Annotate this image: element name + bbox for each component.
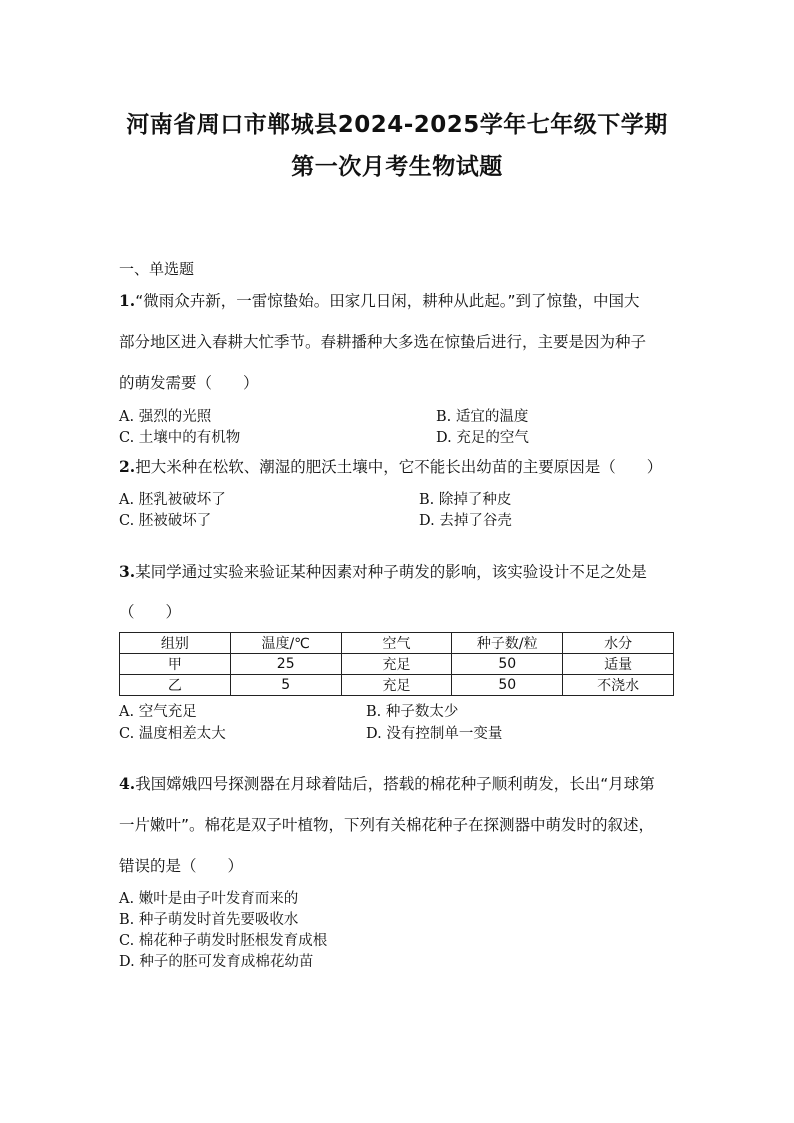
- option-key: A.: [119, 891, 135, 907]
- option-text: 胚被破坏了: [138, 513, 212, 529]
- question-2-option-c: [119, 509, 211, 530]
- question-2-option-d: [419, 509, 512, 530]
- question-4-line-2: 一片嫩叶”。棉花是双子叶植物，下列有关棉花种子在探测器中萌发时的叙述，: [119, 816, 655, 834]
- experiment-table: [119, 632, 674, 696]
- question-number: 3.: [119, 562, 136, 581]
- question-3-option-a: [119, 700, 197, 721]
- question-2-line-1: [119, 457, 679, 477]
- question-1-line-2: 部分地区进入春耕大忙季节。春耕播种大多选在惊蛰后进行，主要是因为种子: [119, 333, 647, 351]
- question-text: 我国嫦娥四号探测器在月球着陆后，搭载的棉花种子顺利萌发，长出“月球第: [135, 775, 655, 793]
- option-key: C.: [119, 726, 135, 742]
- option-key: B.: [436, 409, 452, 425]
- table-header: 种子数/粒: [452, 633, 563, 654]
- option-key: C.: [119, 513, 135, 529]
- section-heading: 一、单选题: [119, 260, 195, 278]
- table-cell: 充足: [341, 675, 452, 696]
- question-number: 1.: [119, 291, 136, 310]
- option-text: 种子数太少: [385, 704, 459, 720]
- table-cell: 50: [452, 654, 563, 675]
- question-text: 把大米种在松软、潮湿的肥沃土壤中，它不能长出幼苗的主要原因是（ ）: [135, 458, 663, 476]
- table-header: 空气: [341, 633, 452, 654]
- question-text: “微雨众卉新，一雷惊蛰始。田家几日闲，耕种从此起。”到了惊蛰，中国大: [135, 292, 640, 310]
- option-text: 去掉了谷壳: [439, 513, 512, 529]
- page-title: 河南省周口市郸城县2024-2025学年七年级下学期: [126, 112, 668, 138]
- question-3-option-b: [366, 700, 458, 721]
- option-text: 棉花种子萌发时胚根发育成根: [138, 933, 328, 949]
- table-cell: 25: [230, 654, 341, 675]
- option-text: 强烈的光照: [138, 409, 212, 425]
- option-key: D.: [366, 726, 382, 742]
- question-number: 4.: [119, 774, 136, 793]
- question-1-line-3: 的萌发需要（ ）: [119, 374, 259, 392]
- table-header: 组别: [120, 633, 231, 654]
- option-key: A.: [119, 492, 135, 508]
- table-header-row: [120, 633, 674, 654]
- question-4-option-b: [119, 908, 298, 929]
- option-text: 胚乳被破坏了: [138, 492, 226, 508]
- table-cell: 充足: [341, 654, 452, 675]
- option-text: 种子的胚可发育成棉花幼苗: [139, 954, 314, 970]
- question-1-option-b: [436, 405, 528, 426]
- table-cell: 5: [230, 675, 341, 696]
- question-1-option-d: [436, 426, 529, 447]
- option-text: 充足的空气: [456, 430, 529, 446]
- option-key: D.: [119, 954, 135, 970]
- question-4-line-1: [119, 774, 679, 794]
- option-key: D.: [436, 430, 452, 446]
- table-cell: 50: [452, 675, 563, 696]
- option-key: A.: [119, 704, 135, 720]
- table-header: 水分: [563, 633, 674, 654]
- option-key: B.: [366, 704, 382, 720]
- option-key: C.: [119, 933, 135, 949]
- question-3-line-1: [119, 562, 679, 582]
- question-text: 某同学通过实验来验证某种因素对种子萌发的影响，该实验设计不足之处是: [135, 563, 647, 581]
- question-4-option-d: [119, 950, 313, 971]
- table-row: [120, 675, 674, 696]
- option-text: 空气充足: [138, 704, 197, 720]
- table-header: 温度/℃: [230, 633, 341, 654]
- option-text: 除掉了种皮: [438, 492, 512, 508]
- table-cell: 适量: [563, 654, 674, 675]
- question-1-line-1: [119, 291, 679, 311]
- table-cell: 不浇水: [563, 675, 674, 696]
- question-3-option-c: [119, 722, 226, 743]
- question-1-option-a: [119, 405, 211, 426]
- option-text: 没有控制单一变量: [386, 726, 503, 742]
- table-cell: 甲: [120, 654, 231, 675]
- table-cell: 乙: [120, 675, 231, 696]
- question-4-option-a: [119, 887, 298, 908]
- option-key: D.: [419, 513, 435, 529]
- question-2-option-a: [119, 488, 226, 509]
- option-key: B.: [119, 912, 135, 928]
- option-key: B.: [419, 492, 435, 508]
- question-number: 2.: [119, 457, 136, 476]
- question-2-option-b: [419, 488, 511, 509]
- question-4-line-3: 错误的是（ ）: [119, 857, 244, 875]
- option-key: C.: [119, 430, 135, 446]
- question-1-option-c: [119, 426, 240, 447]
- option-text: 嫩叶是由子叶发育而来的: [138, 891, 299, 907]
- option-text: 温度相差太大: [138, 726, 226, 742]
- option-text: 种子萌发时首先要吸收水: [138, 912, 299, 928]
- question-4-option-c: [119, 929, 327, 950]
- question-3-option-d: [366, 722, 502, 743]
- option-key: A.: [119, 409, 135, 425]
- question-3-line-2: （ ）: [119, 603, 182, 621]
- option-text: 土壤中的有机物: [138, 430, 241, 446]
- option-text: 适宜的温度: [455, 409, 529, 425]
- table-row: [120, 654, 674, 675]
- page-subtitle: 第一次月考生物试题: [291, 154, 503, 180]
